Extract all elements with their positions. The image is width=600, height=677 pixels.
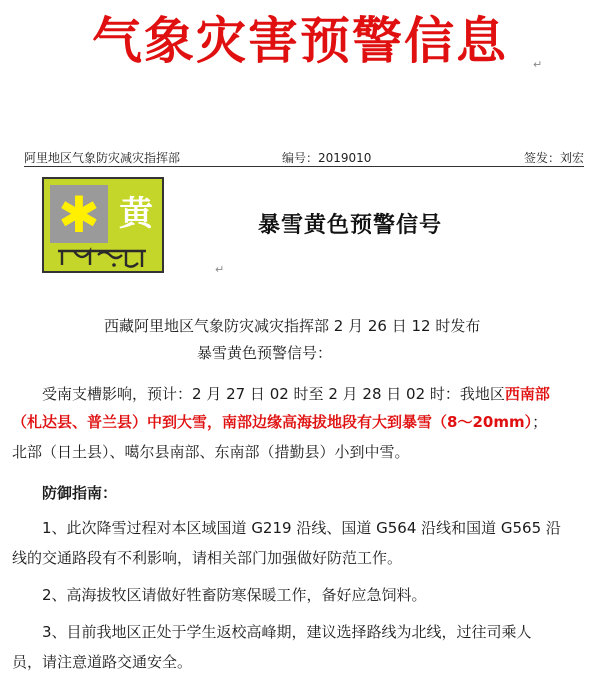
forecast-text: 受南支槽影响，预计：2 月 27 日 02 时至 2 月 28 日 02 时：我地区	[42, 385, 505, 403]
snowflake-icon: ✱	[50, 185, 108, 243]
blizzard-yellow-warning-icon	[42, 177, 164, 273]
forecast-line-3: 北部（日土县）、噶尔县南部、东南部（措勤县）小到中雪。	[12, 443, 410, 461]
document-header	[24, 150, 584, 167]
guide-item-2: 2、高海拔牧区请做好牲畜防寒保暖工作，备好应急饲料。	[42, 586, 427, 604]
paragraph-mark: ↵	[215, 263, 225, 276]
guide-item-3: 3、目前我地区正处于学生返校高峰期，建议选择路线为北线，过往司乘人	[42, 623, 532, 641]
header-signer: 签发：刘宏	[523, 151, 584, 165]
forecast-highlight: （札达县、普兰县）中到大雪，南部边缘高海拔地段有大到暴雪（8～20mm）	[12, 413, 533, 431]
release-line-2: 暴雪黄色预警信号：	[197, 344, 333, 362]
forecast-line-1	[42, 384, 550, 404]
forecast-line-2	[12, 412, 547, 432]
guide-item-1-cont: 线的交通路段有不利影响，请相关部门加强做好防范工作。	[12, 549, 403, 567]
release-line-1: 西藏阿里地区气象防灾减灾指挥部 2 月 26 日 12 时发布	[104, 317, 481, 335]
page-title: 气象灾害预警信息	[92, 11, 508, 70]
paragraph-mark: ↵	[533, 58, 543, 71]
tibetan-script-logo	[44, 245, 162, 271]
guide-heading: 防御指南：	[42, 484, 118, 502]
header-number: 编号：2019010	[282, 151, 372, 165]
header-department: 阿里地区气象防灾减灾指挥部	[24, 151, 181, 165]
forecast-text: ；	[532, 413, 548, 431]
forecast-highlight: 西南部	[504, 385, 550, 403]
guide-item-1: 1、此次降雪过程对本区域国道 G219 沿线、国道 G564 沿线和国道 G565 沿	[42, 519, 561, 537]
signal-title: 暴雪黄色预警信号	[258, 213, 443, 238]
guide-item-3-cont: 员，请注意道路交通安全。	[12, 653, 193, 671]
warning-level-char: 黄	[119, 194, 153, 234]
